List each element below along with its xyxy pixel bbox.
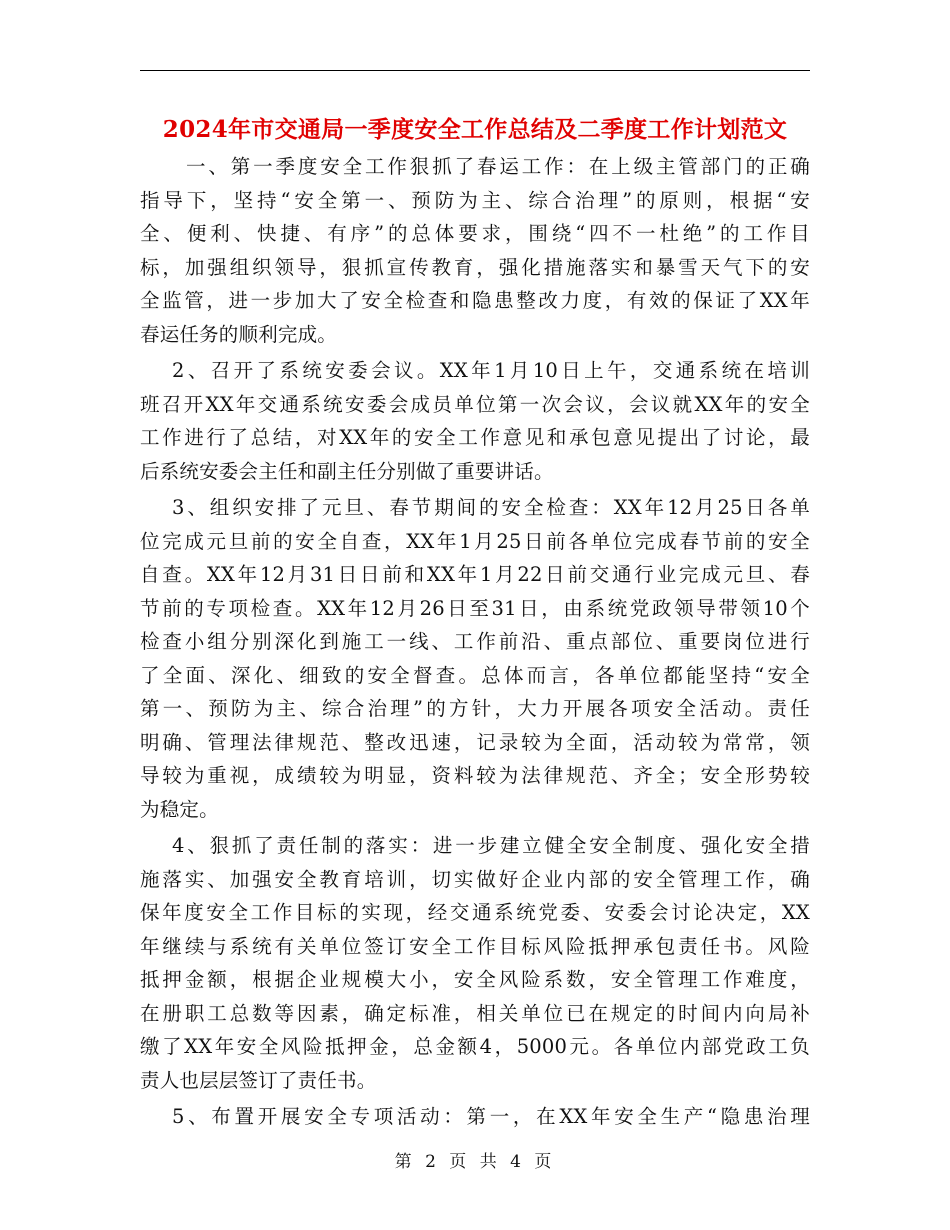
text-line: 明确、管理法律规范、整改迅速，记录较为全面，活动较为常常，领 bbox=[140, 730, 810, 754]
text-line: 班召开XX年交通系统安委会成员单位第一次会议，会议就XX年的安全 bbox=[140, 392, 810, 416]
paragraph-5 bbox=[140, 1100, 810, 1134]
text-line: 抵押金额，根据企业规模大小，安全风险系数，安全管理工作难度， bbox=[140, 968, 810, 991]
text-line: 标，加强组织领导，狠抓宣传教育，强化措施落实和暴雪天气下的安 bbox=[140, 255, 810, 279]
text-line: 了全面、深化、细致的安全督查。总体而言，各单位都能坚持“安全 bbox=[140, 663, 810, 687]
text-line: 保年度安全工作目标的实现，经交通系统党委、安委会讨论决定，XX bbox=[140, 901, 810, 924]
text-line: 4、狠抓了责任制的落实：进一步建立健全安全制度、强化安全措 bbox=[172, 834, 810, 857]
text-line: 第一、预防为主、综合治理”的方针，大力开展各项安全活动。责任 bbox=[140, 697, 810, 720]
paragraph-1 bbox=[140, 150, 810, 351]
text-line: 施落实、加强安全教育培训，切实做好企业内部的安全管理工作，确 bbox=[140, 867, 810, 891]
text-line: 年继续与系统有关单位签订安全工作目标风险抵押承包责任书。风险 bbox=[140, 934, 810, 958]
paragraph-2 bbox=[140, 354, 810, 488]
text-line: 指导下，坚持“安全第一、预防为主、综合治理”的原则，根据“安 bbox=[140, 188, 810, 212]
text-line: 在册职工总数等因素，确定标准，相关单位已在规定的时间内向局补 bbox=[140, 1001, 810, 1025]
text-line: 全、便利、快捷、有序”的总体要求，围绕“四不一杜绝”的工作目 bbox=[140, 222, 810, 245]
text-line: 春运任务的顺利完成。 bbox=[140, 322, 338, 346]
text-line: 2、召开了系统安委会议。XX年1月10日上午，交通系统在培训 bbox=[172, 359, 810, 382]
text-line: 后系统安委会主任和副主任分别做了重要讲话。 bbox=[140, 459, 554, 483]
text-line: 5、布置开展安全专项活动：第一，在XX年安全生产“隐患治理 bbox=[172, 1105, 810, 1128]
text-line: 为稳定。 bbox=[140, 797, 219, 821]
text-line: 责人也层层签订了责任书。 bbox=[140, 1068, 377, 1092]
document-title: 2024年市交通局一季度安全工作总结及二季度工作计划范文 bbox=[162, 116, 788, 143]
text-line: 工作进行了总结，对XX年的安全工作意见和承包意见提出了讨论，最 bbox=[140, 426, 810, 449]
document-body bbox=[140, 150, 810, 1134]
text-line: 自查。XX年12月31日日前和XX年1月22日前交通行业完成元旦、春 bbox=[140, 563, 810, 586]
top-rule bbox=[140, 70, 810, 71]
text-line: 缴了XX年安全风险抵押金，总金额4，5000元。各单位内部党政工负 bbox=[140, 1035, 810, 1058]
text-line: 检查小组分别深化到施工一线、工作前沿、重点部位、重要岗位进行 bbox=[140, 630, 810, 653]
page-footer: 第 2 页 共 4 页 bbox=[394, 1152, 556, 1172]
text-line: 位完成元旦前的安全自查，XX年1月25日前各单位完成春节前的安全 bbox=[140, 529, 810, 553]
text-line: 全监管，进一步加大了安全检查和隐患整改力度，有效的保证了XX年 bbox=[140, 289, 810, 312]
text-line: 导较为重视，成绩较为明显，资料较为法律规范、齐全；安全形势较 bbox=[140, 764, 810, 787]
paragraph-4 bbox=[140, 829, 810, 1097]
text-line: 节前的专项检查。XX年12月26日至31日，由系统党政领导带领10个 bbox=[140, 596, 810, 620]
text-line: 3、组织安排了元旦、春节期间的安全检查：XX年12月25日各单 bbox=[172, 496, 810, 519]
text-line: 一、第一季度安全工作狠抓了春运工作：在上级主管部门的正确 bbox=[186, 155, 810, 178]
paragraph-3 bbox=[140, 491, 810, 826]
